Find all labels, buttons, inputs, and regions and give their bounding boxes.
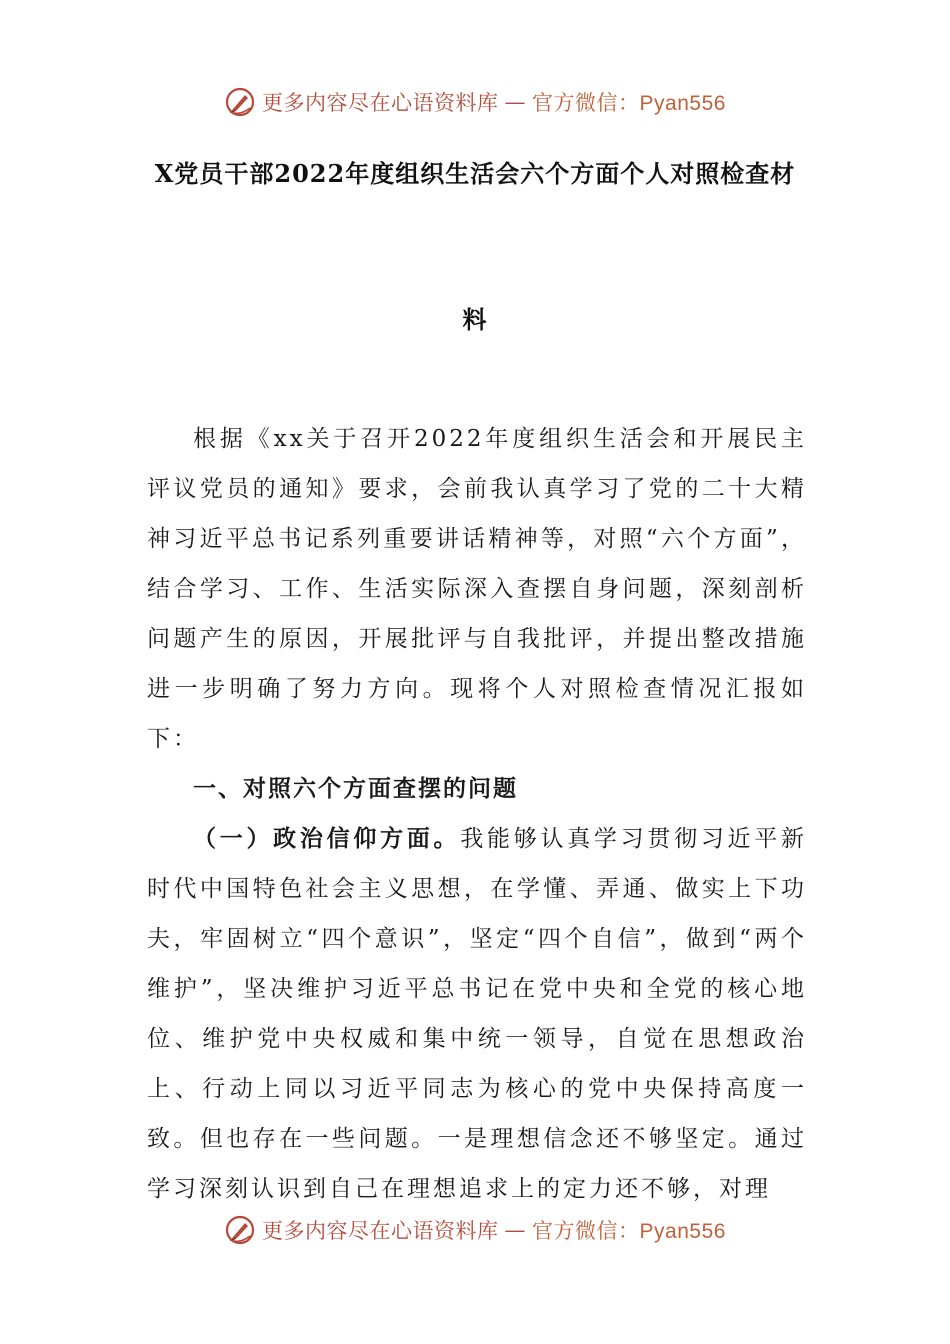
subsection-1-paragraph — [147, 814, 807, 1214]
document-title-line-1: X党员干部2022年度组织生活会六个方面个人对照检查材 — [154, 159, 796, 188]
watermark-banner-bottom — [0, 1210, 950, 1250]
watermark-banner-top — [0, 82, 950, 122]
document-title-line-2: 料 — [462, 305, 488, 334]
subsection-1-label: （一）政治信仰方面。 — [193, 825, 461, 852]
section-1-heading: 一、对照六个方面查摆的问题 — [193, 775, 518, 802]
banner-contact: 官方微信：Pyan556 — [532, 1220, 726, 1243]
intro-paragraph: 根据《xx关于召开2022年度组织生活会和开展民主评议党员的通知》要求，会前我认真学习了党的二十大精神习近平总书记系列重要讲话精神等，对照“六个方面”，结合学习、工作、生活实际深入查摆自身问题，深刻剖析问题产生的原因，开展批评与自我批评，并提出整改措施进一步明确了努力方向。现将个人对照检查情况汇报如下： — [147, 426, 807, 752]
banner-contact: 官方微信：Pyan556 — [532, 92, 726, 115]
banner-dash: — — [504, 90, 527, 114]
banner-dash: — — [504, 1218, 527, 1242]
document-body — [147, 414, 807, 1214]
pen-logo-icon — [224, 1214, 256, 1246]
pen-logo-icon — [224, 86, 256, 118]
subsection-1-text: 我能够认真学习贯彻习近平新时代中国特色社会主义思想，在学懂、弄通、做实上下功夫，牢固树立“四个意识”，坚定“四个自信”，做到“两个维护”，坚决维护习近平总书记在党中央和全党的核心地位、维护党中央权威和集中统一领导，自觉在思想政治上、行动上同以习近平同志为核心的党中央保持高度一致。但也存在一些问题。一是理想信念还不够坚定。通过学习深刻认识到自己在理想追求上的定力还不够，对理 — [147, 826, 808, 1202]
banner-text: 更多内容尽在心语资料库 — [262, 1219, 499, 1243]
banner-text: 更多内容尽在心语资料库 — [262, 91, 499, 115]
